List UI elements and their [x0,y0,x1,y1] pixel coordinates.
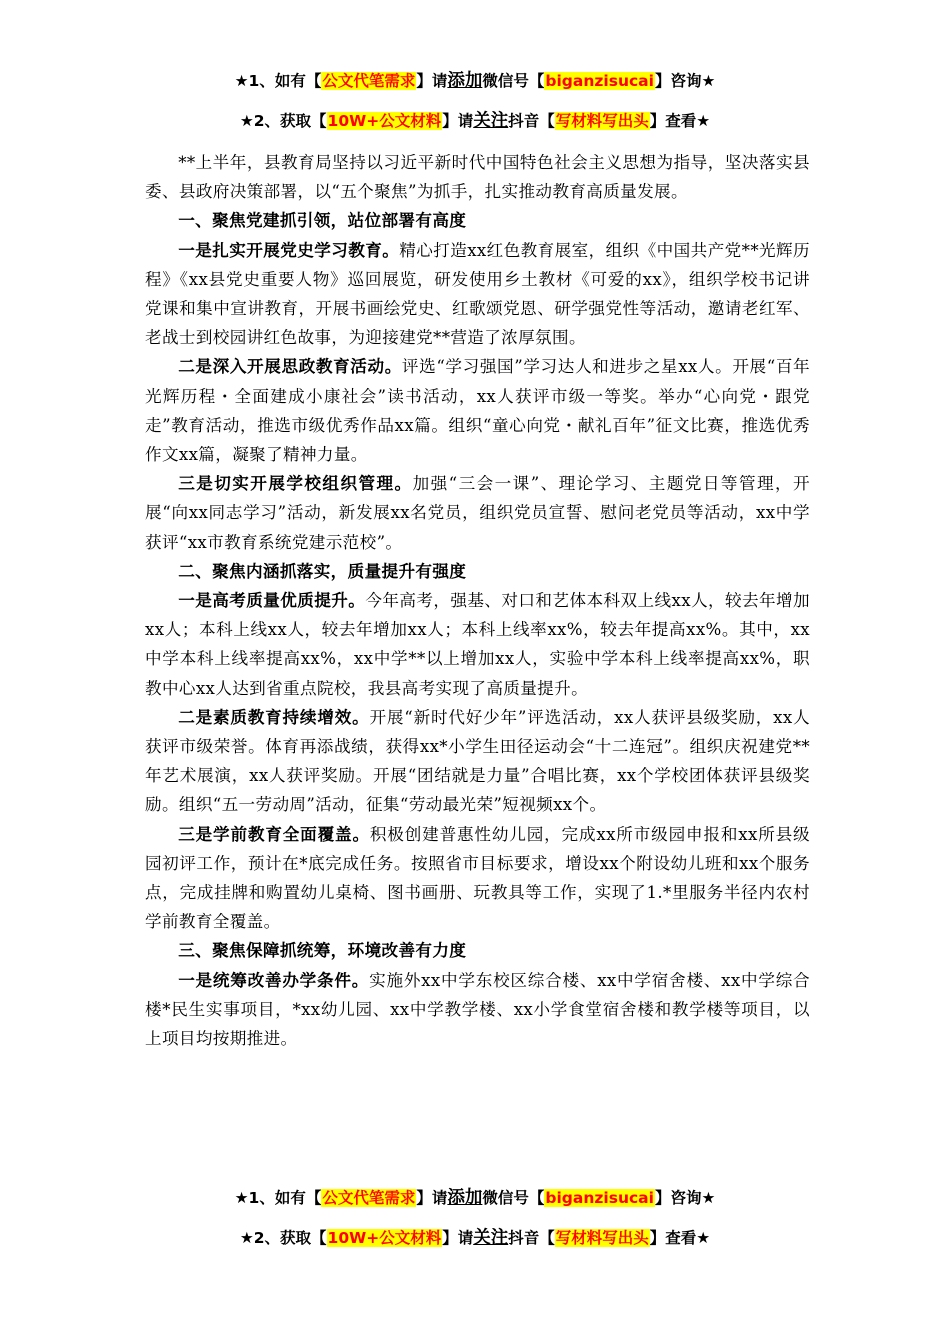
section-1-paragraph-2: 二是深入开展思政教育活动。评选“学习强国”学习达人和进步之星xx人。开展“百年光辉历程・全面建成小康社会”读书活动，xx人获评市级一等奖。举办“心向党・跟党走”教育活动，推选市级优秀作品xx篇。组织“童心向党・献礼百年”征文比赛，推选优秀作文xx篇，凝聚了精神力量。 [145,356,810,465]
highlight-wechat-id: biganzisucai [545,72,654,90]
highlight-materials: 10W+公文材料 [327,112,442,130]
section-2-paragraph-3: 三是学前教育全面覆盖。积极创建普惠性幼儿园，完成xx所市级园申报和xx所县级园初评工作，预计在*底完成任务。按照省市目标要求，增设xx个附设幼儿班和xx个服务点，完成挂牌和购置幼儿桌椅、图书画册、玩教具等工作，实现了1.*里服务半径内农村学前教育全覆盖。 [145,823,810,932]
star-icon: ★ [234,1189,249,1207]
highlight-wechat-id: biganzisucai [545,1189,654,1207]
underline-add: 添加 [447,71,483,91]
section-1-paragraph-1: 一是扎实开展党史学习教育。精心打造xx红色教育展室，组织《中国共产党**光辉历程》《xx县党史重要人物》巡回展览，研发使用乡土教材《可爱的xx》，组织学校书记讲党课和集中宣讲教育，开展书画绘党史、红歌颂党恩、研学强党性等活动，邀请老红军、老战士到校园讲红色故事，为迎接建党**营造了浓厚氛围。 [145,239,810,348]
star-icon: ★ [239,112,254,130]
section-3-heading: 三、聚焦保障抓统筹，环境改善有力度 [178,940,467,961]
promo-line-2: ★2、获取【10W+公文材料】请关注抖音【写材料写出头】查看★ [239,111,711,131]
section-2-heading: 二、聚焦内涵抓落实，质量提升有强度 [178,560,467,581]
star-icon: ★ [234,72,249,90]
promo-line-1: ★1、如有【公文代笔需求】请添加微信号【biganzisucai】咨询★ [234,71,716,91]
intro-paragraph: **上半年，县教育局坚持以习近平新时代中国特色社会主义思想为指导，坚决落实县委、县政府决策部署，以“五个聚焦”为抓手，扎实推动教育高质量发展。 [145,153,810,202]
underline-add: 添加 [447,1188,483,1208]
highlight-douyin: 写材料写出头 [555,112,649,130]
section-2-paragraph-2: 二是素质教育持续增效。开展“新时代好少年”评选活动，xx人获评县级奖励，xx人获评市级荣誉。体育再添战绩，获得xx*小学生田径运动会“十二连冠”。组织庆祝建党**年艺术展演，xx人获评奖励。开展“团结就是力量”合唱比赛，xx个学校团体获评县级奖励。组织“五一劳动周”活动，征集“劳动最光荣”短视频xx个。 [145,706,810,815]
section-3-paragraph-1: 一是统筹改善办学条件。实施外xx中学东校区综合楼、xx中学宿舍楼、xx中学综合楼*民生实事项目，*xx幼儿园、xx中学教学楼、xx小学食堂宿舍楼和教学楼等项目，以上项目均按期推进。 [145,969,810,1049]
highlight-service: 公文代笔需求 [322,1189,416,1207]
underline-follow: 关注 [473,111,509,131]
section-1-paragraph-3: 三是切实开展学校组织管理。加强“三会一课”、理论学习、主题党日等管理，开展“向xx同志学习”活动，新发展xx名党员，组织党员宣誓、慰问老党员等活动，xx中学获评“xx市教育系统党建示范校”。 [145,473,810,552]
star-icon: ★ [239,1229,254,1247]
highlight-service: 公文代笔需求 [322,72,416,90]
highlight-douyin: 写材料写出头 [555,1229,649,1247]
underline-follow: 关注 [473,1228,509,1248]
highlight-materials: 10W+公文材料 [327,1229,442,1247]
promo-line-1-footer: ★1、如有【公文代笔需求】请添加微信号【biganzisucai】咨询★ [234,1188,716,1208]
document-body [145,148,810,1053]
section-1-heading: 一、聚焦党建抓引领，站位部署有高度 [178,210,467,231]
section-2-paragraph-1: 一是高考质量优质提升。今年高考，强基、对口和艺体本科双上线xx人，较去年增加xx人；本科上线xx人，较去年增加xx人；本科上线率xx%，较去年提高xx%。其中，xx中学本科上线率提高xx%，xx中学**以上增加xx人，实验中学本科上线率提高xx%，职教中心xx人达到省重点院校，我县高考实现了高质量提升。 [145,590,810,698]
promo-line-2-footer: ★2、获取【10W+公文材料】请关注抖音【写材料写出头】查看★ [239,1228,711,1248]
